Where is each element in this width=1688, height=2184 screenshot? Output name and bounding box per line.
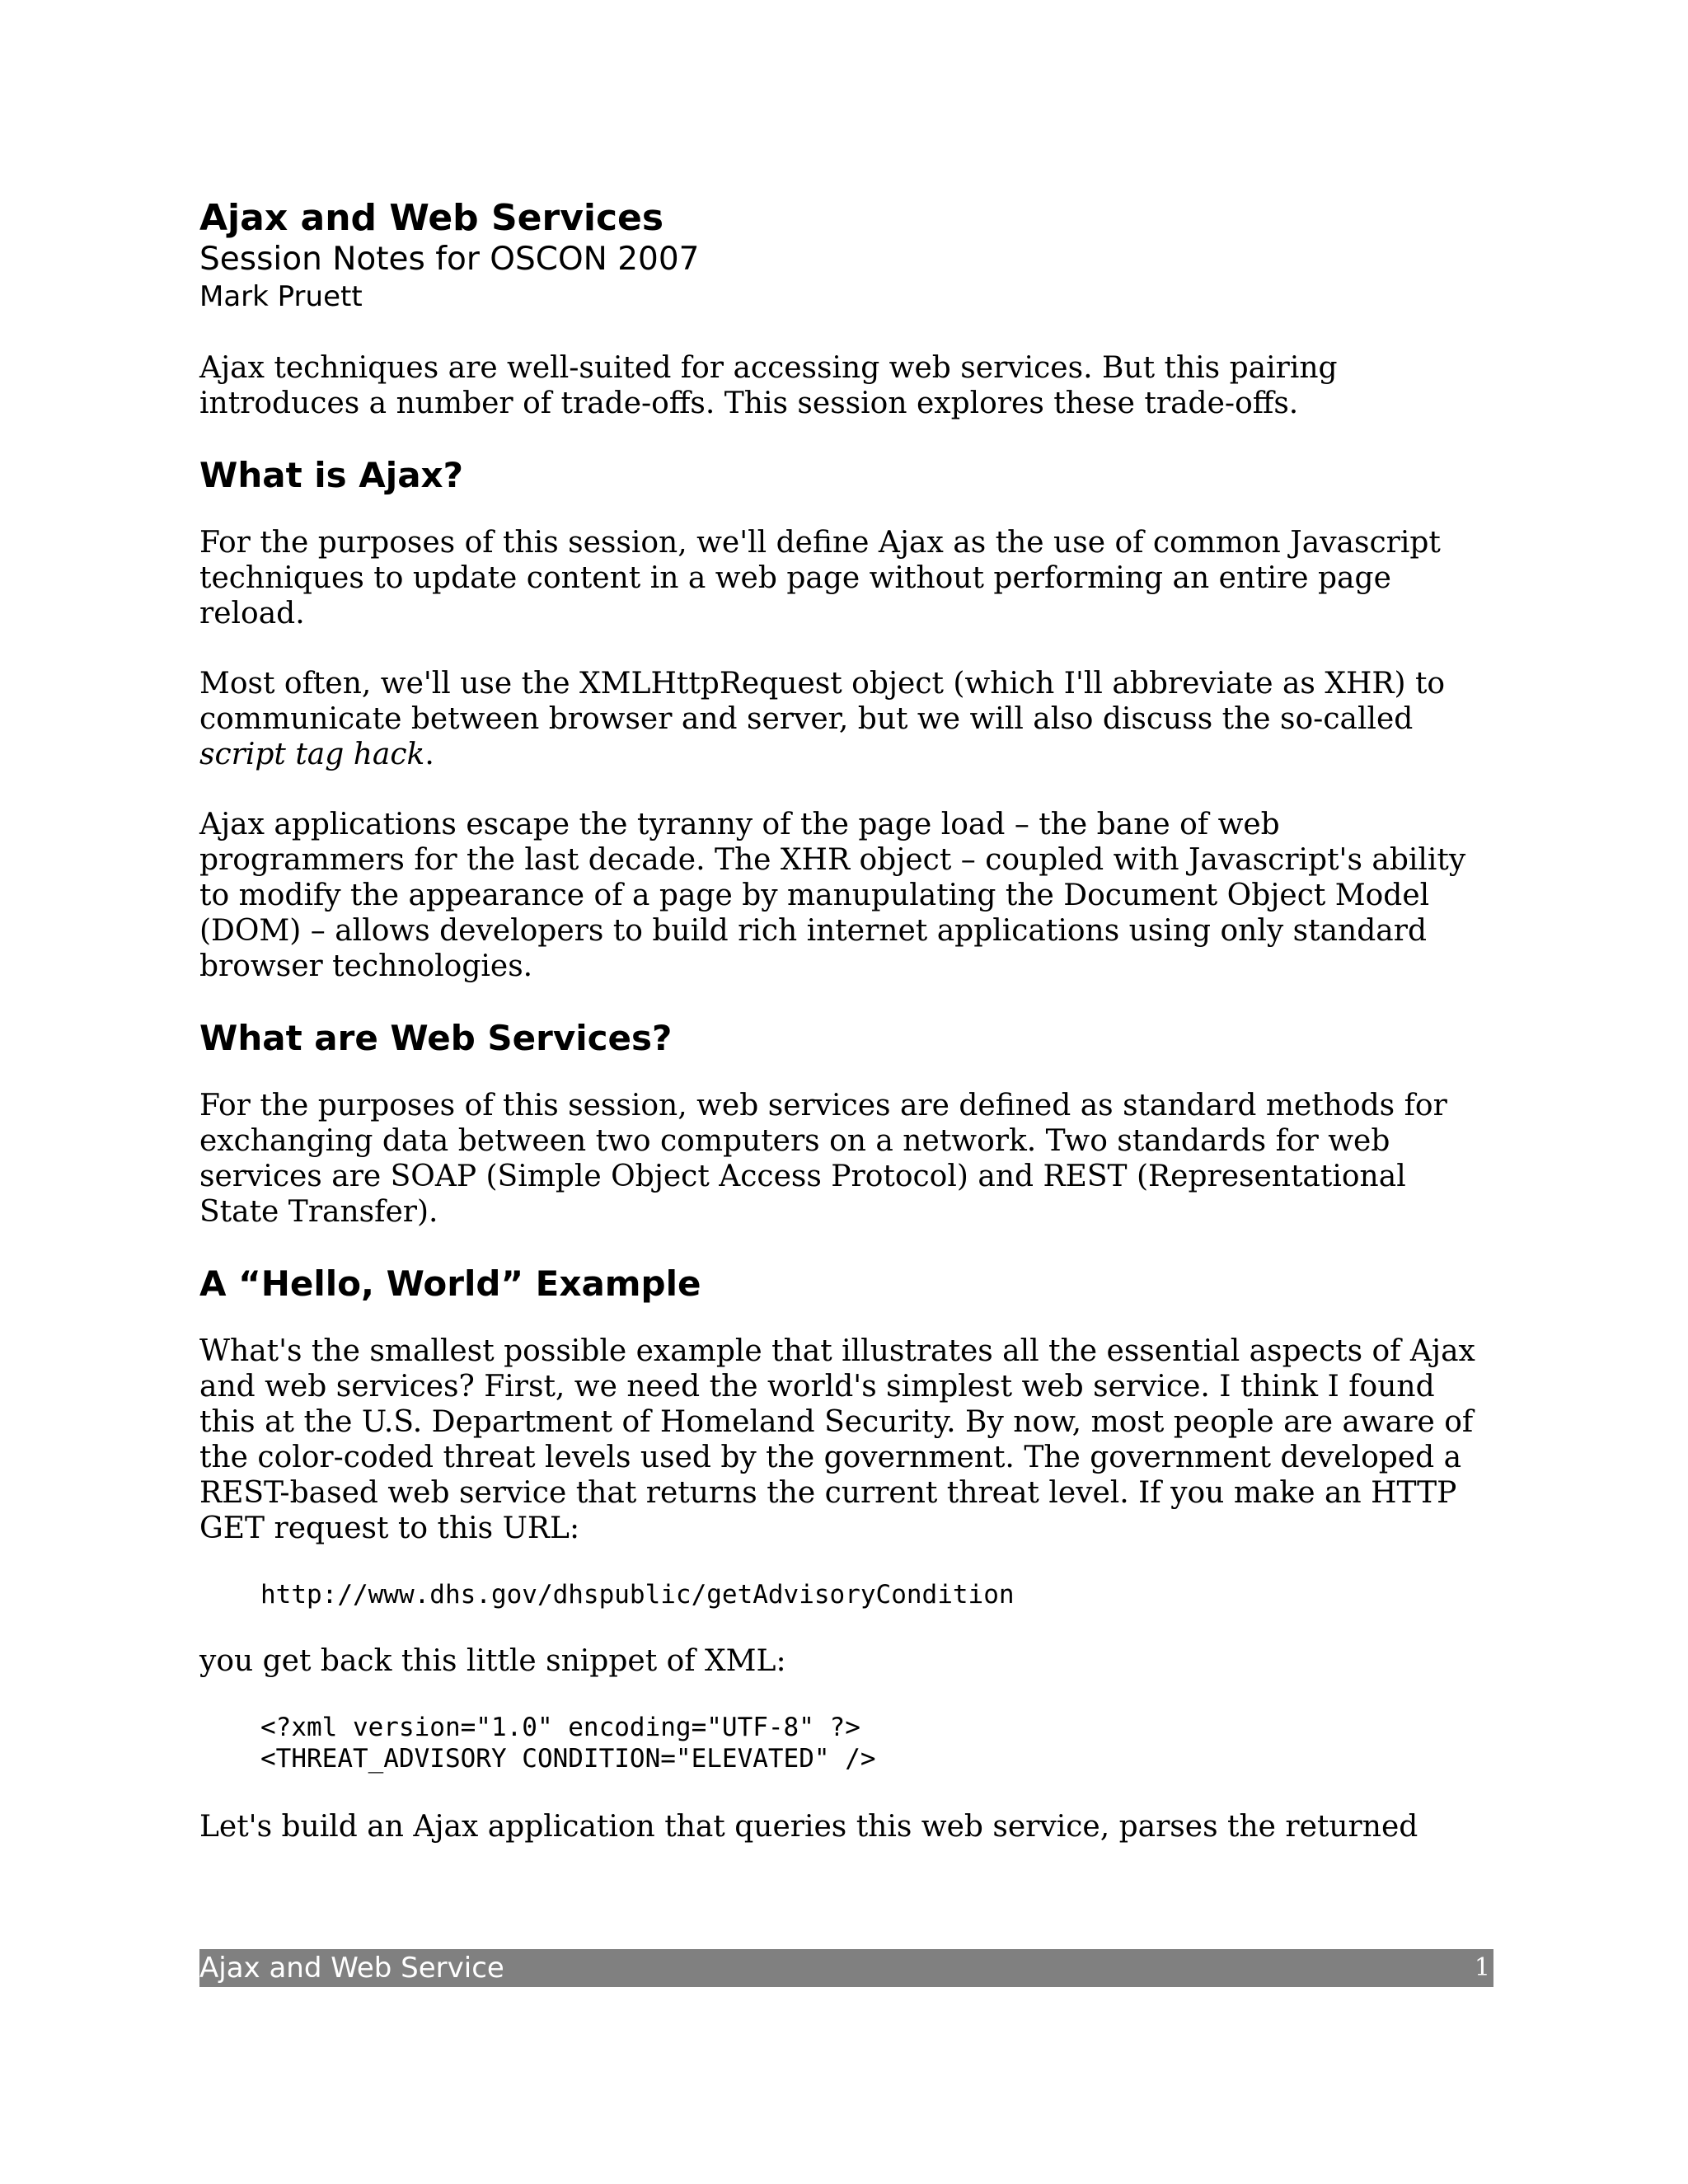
code-url: http://www.dhs.gov/dhspublic/getAdvisoryCondition (260, 1580, 1015, 1610)
page-number: 1 (1474, 1953, 1490, 1982)
document-subtitle: Session Notes for OSCON 2007 (199, 241, 700, 278)
section-heading-hello-world: A “Hello, World” Example (199, 1263, 701, 1304)
ajax-paragraph-1: For the purposes of this session, we'll define Ajax as the use of common Javascript techniques to update content in a web page without performing an entire page reload. (199, 526, 1441, 630)
document-author: Mark Pruett (199, 280, 363, 313)
document-page (199, 196, 1493, 1844)
code-xml-line-2: <THREAT_ADVISORY CONDITION="ELEVATED" /> (260, 1744, 876, 1774)
page-footer (199, 1949, 1493, 1987)
ajax-paragraph-3: Ajax applications escape the tyranny of the page load – the bane of web programmers for the last decade. The XHR object – coupled with Javascript's ability to modify the appearance of a page by manupulating the Document Object Model (DOM) – allows developers to build rich internet applications using only standard browser technologies. (199, 808, 1466, 983)
hello-world-paragraph-3: Let's build an Ajax application that queries this web service, parses the returned (199, 1810, 1418, 1844)
hello-world-paragraph-1: What's the smallest possible example that illustrates all the essential aspects of Ajax and web services? First, we need the world's simplest web service. I think I found this at the U.S. Department of Homeland Security. By now, most people are aware of the color-coded threat levels used by the government. The government developed a REST-based web service that returns the current threat level. If you make an HTTP GET request to this URL: (199, 1334, 1475, 1545)
section-heading-what-is-ajax: What is Ajax? (199, 455, 463, 495)
ajax-paragraph-2-text: Most often, we'll use the XMLHttpRequest object (which I'll abbreviate as XHR) to communicate between browser and server, but we will also discuss the so-called (199, 667, 1446, 736)
hello-world-paragraph-2: you get back this little snippet of XML: (199, 1644, 786, 1678)
intro-paragraph: Ajax techniques are well-suited for accessing web services. But this pairing introduces a number of trade-offs. This session explores these trade-offs. (199, 351, 1338, 420)
section-heading-web-services: What are Web Services? (199, 1018, 673, 1058)
script-tag-hack-term: script tag hack (199, 738, 425, 771)
ajax-paragraph-2 (199, 666, 1493, 772)
ajax-paragraph-2-end: . (424, 738, 434, 771)
web-services-paragraph: For the purposes of this session, web services are defined as standard methods for exchanging data between two computers on a network. Two standards for web services are SOAP (Simple Object Access Protocol) and REST (Representational State Transfer). (199, 1089, 1447, 1229)
code-xml-line-1: <?xml version="1.0" encoding="UTF-8" ?> (260, 1713, 860, 1742)
document-title: Ajax and Web Services (199, 197, 664, 239)
footer-title: Ajax and Web Service (199, 1952, 504, 1985)
